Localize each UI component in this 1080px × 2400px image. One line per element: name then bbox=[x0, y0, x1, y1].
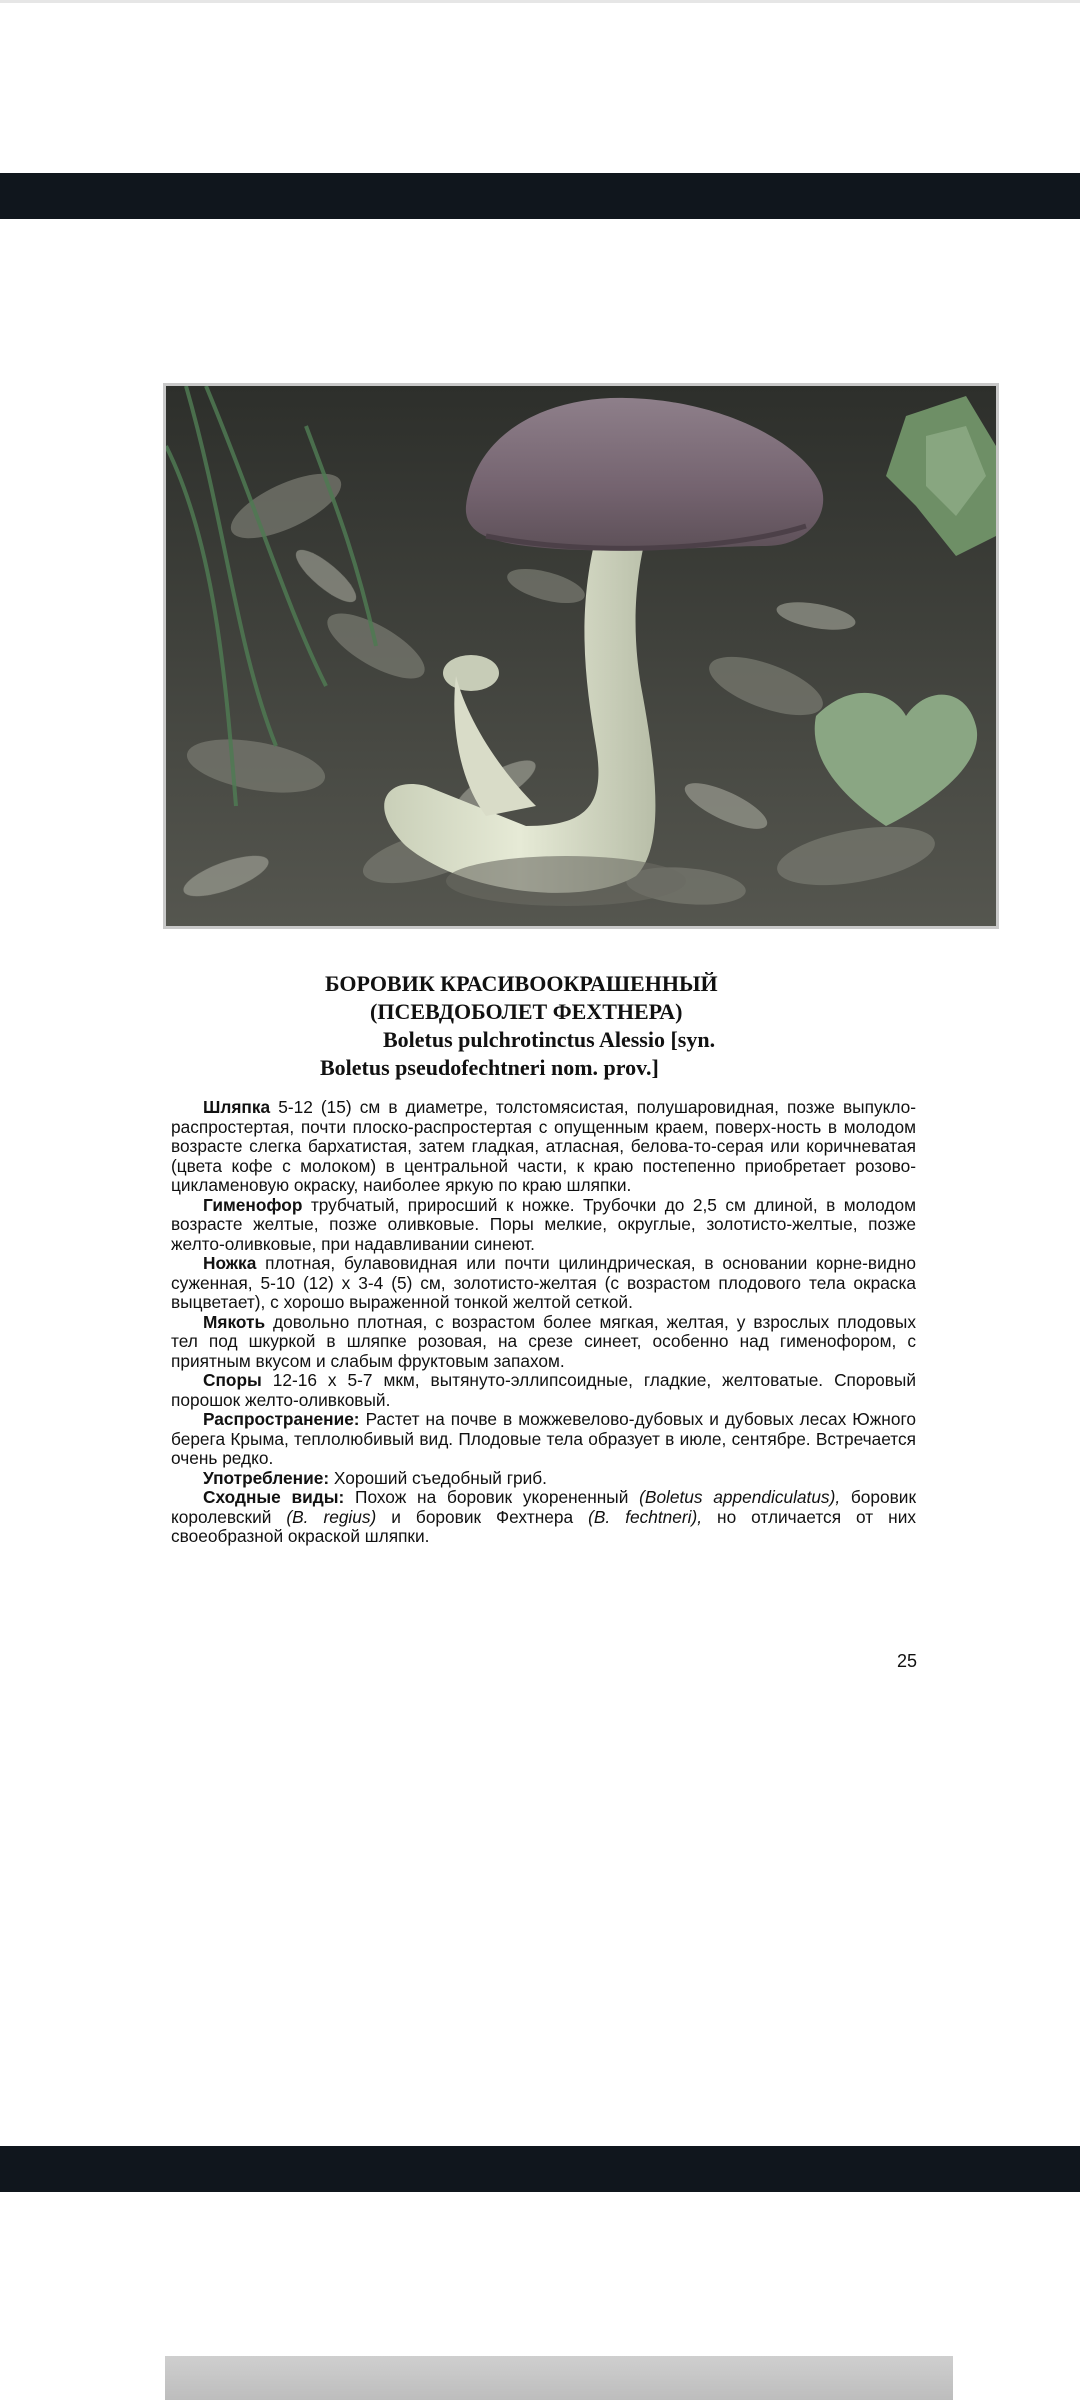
title-line-1: БОРОВИК КРАСИВООКРАШЕННЫЙ bbox=[325, 971, 718, 996]
section-distribution-text: Растет на почве в можжевелово-дубовых и дубовых лесах Южного берега Крыма, теплолюбивый вид. Плодовые тела образует в июле, сентябре. Встречается очень редко. bbox=[171, 1409, 916, 1468]
article-body bbox=[171, 1098, 916, 1547]
section-flesh-label: Мякоть bbox=[203, 1311, 266, 1332]
title-latin-line-2: Boletus pseudofechtneri nom. prov.] bbox=[320, 1055, 659, 1080]
page-separator-bar bbox=[0, 173, 1080, 219]
section-stem-label: Ножка bbox=[203, 1253, 257, 1273]
section-stem-text: плотная, булавовидная или почти цилиндрическая, в основании корне-видно суженная, 5-10 (12) х 3-4 (5) см, золотисто-желтая (с возрастом плодового тела окраска выцветает), с хорошо выраженной тонкой желтой сеткой. bbox=[171, 1253, 916, 1312]
section-hymenophore bbox=[171, 1196, 916, 1255]
section-spores-label: Споры bbox=[203, 1370, 262, 1390]
section-hymenophore-label: Гименофор bbox=[203, 1194, 303, 1215]
page-number: 25 bbox=[897, 1651, 918, 1671]
title-line-2: (ПСЕВДОБОЛЕТ ФЕХТНЕРА) bbox=[370, 999, 683, 1024]
section-similar-species-3: (B. fechtneri), bbox=[588, 1506, 703, 1527]
section-similar-text-2: боровик королевский bbox=[171, 1487, 917, 1527]
section-similar-species-1: (Boletus appendiculatus), bbox=[639, 1487, 841, 1507]
section-similar-label: Сходные виды: bbox=[203, 1487, 345, 1507]
mushroom-photo bbox=[163, 383, 999, 929]
page-separator-bar bbox=[0, 2146, 1080, 2192]
section-usage-label: Употребление: bbox=[203, 1467, 330, 1488]
section-similar-text-3: и боровик Фехтнера bbox=[376, 1506, 589, 1527]
viewer-top-edge bbox=[0, 0, 1080, 3]
section-similar bbox=[171, 1488, 916, 1547]
section-cap-text: 5-12 (15) см в диаметре, толстомясистая, полушаровидная, позже выпукло-распростертая, почти плоско-распростертая с опущенным краем, поверх-ность в молодом возрасте слегка бархатистая, затем гладкая, атласная, белова-то-серая или коричневатая (цвета кофе с молоком) в центральной части, к краю постепенно приобретает розово-цикламеновую окраску, наиболее яркую по краю шляпки. bbox=[171, 1097, 916, 1195]
section-similar-species-2: (B. regius) bbox=[286, 1506, 377, 1527]
section-cap bbox=[171, 1098, 916, 1196]
section-similar-text-4: но отличается от них своеобразной окраской шляпки. bbox=[171, 1506, 917, 1546]
section-usage-text: Хороший съедобный гриб. bbox=[329, 1467, 547, 1488]
section-spores bbox=[171, 1371, 916, 1410]
section-similar-text-1: Похож на боровик укорененный bbox=[344, 1487, 640, 1507]
section-spores-text: 12-16 х 5-7 мкм, вытянуто-эллипсоидные, гладкие, желтоватые. Споровый порошок желто-оливковый. bbox=[171, 1370, 916, 1410]
section-stem bbox=[171, 1254, 916, 1313]
section-cap-label: Шляпка bbox=[203, 1097, 271, 1117]
section-hymenophore-text: трубчатый, приросший к ножке. Трубочки до 2,5 см длиной, в молодом возрасте желтые, позже оливковые. Поры мелкие, округлые, золотисто-желтые, позже желто-оливковые, при надавливании синеют. bbox=[171, 1194, 916, 1254]
section-flesh-text: довольно плотная, с возрастом более мягкая, желтая, у взрослых плодовых тел под шкуркой в шляпке розовая, на срезе синеет, особенно над гименофором, с приятным вкусом и слабым фруктовым запахом. bbox=[171, 1311, 916, 1371]
title-latin-line-1: Boletus pulchrotinctus Alessio [syn. bbox=[383, 1027, 716, 1052]
section-flesh bbox=[171, 1313, 916, 1372]
section-usage bbox=[171, 1469, 916, 1489]
next-page-preview bbox=[165, 2356, 953, 2400]
section-distribution bbox=[171, 1410, 916, 1469]
section-distribution-label: Распространение: bbox=[203, 1409, 360, 1429]
